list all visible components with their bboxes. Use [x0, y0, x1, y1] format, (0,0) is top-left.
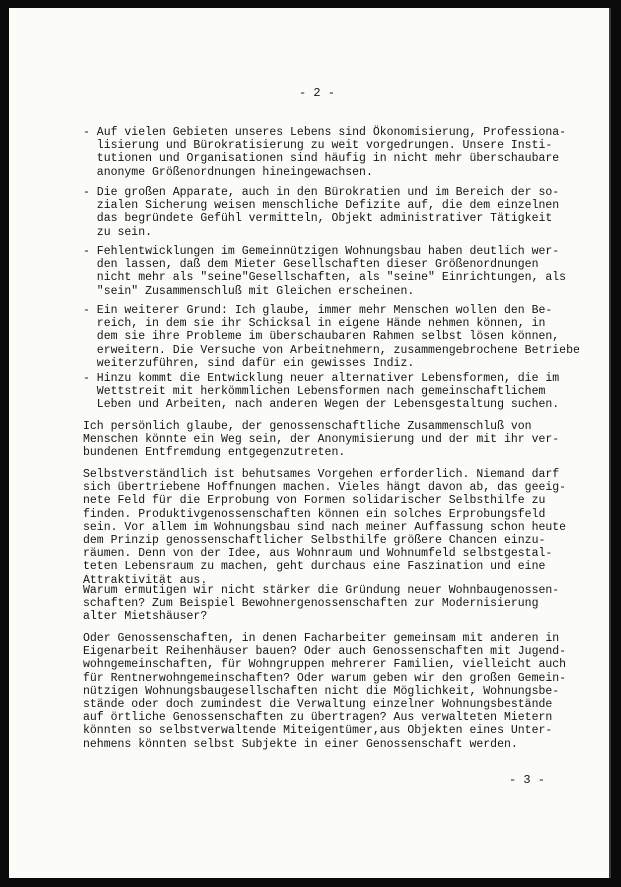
text-line: Oder Genossenschaften, in denen Facharbeiter gemeinsam mit anderen in — [83, 632, 560, 645]
text-line: teten Lebensraum zu machen, geht durchaus eine Faszination und eine — [83, 560, 546, 574]
text-line: nete Feld für die Erprobung von Formen solidarischer Selbsthilfe zu — [83, 494, 546, 508]
text-line: anonyme Größenordnungen hineingewachsen. — [83, 165, 373, 179]
text-line: sich übertriebene Hoffnungen machen. Vieles hängt davon ab, das geeig- — [83, 481, 567, 495]
paragraph — [83, 420, 559, 460]
text-line: auf örtliche Genossenschaften zu übertragen? Aus verwalteten Mietern — [83, 711, 553, 725]
text-line: Ich persönlich glaube, der genossenschaftliche Zusammenschluß von — [83, 420, 532, 433]
text-line: Attraktivität aus. — [83, 573, 208, 587]
text-line: räumen. Denn von der Idee, aus Wohnraum und Wohnumfeld selbstgestal- — [83, 547, 553, 561]
text-line: zu sein. — [83, 225, 153, 239]
text-line: weiterzuführen, sind dafür ein gewisses Indiz. — [83, 356, 415, 370]
text-line: - Fehlentwicklungen im Gemeinnützigen Wohnungsbau haben deutlich wer- — [83, 245, 560, 258]
text-line: Wettstreit mit herkömmlichen Lebensformen nach gemeinschaftlichem — [83, 385, 546, 399]
text-line: stände oder doch zumindest die Verwaltung einzelner Wohnungsbestände — [83, 697, 553, 711]
text-line: dem sie ihre Probleme im überschaubaren Rahmen selbst lösen können, — [83, 330, 560, 344]
text-line: erweitern. Die Versuche von Arbeitnehmern, zusammengebrochene Betriebe — [83, 343, 580, 357]
text-line: alter Mietshäuser? — [83, 610, 208, 624]
paragraph — [83, 186, 559, 239]
text-line: für Rentnerwohngemeinschaften? Oder warum geben wir den großen Gemein- — [83, 671, 567, 685]
page-number-bottom: - 3 - — [509, 773, 546, 787]
text-line: bundenen Entfremdung entgegenzutreten. — [83, 446, 346, 460]
paragraph — [83, 245, 566, 298]
text-line: nützigen Wohnungsbaugesellschaften nicht die Möglichkeit, Wohnungsbe- — [83, 684, 560, 698]
text-line: könnten so selbstverwaltende Miteigentümer,aus Objekten eines Unter- — [83, 724, 553, 738]
text-line: "sein" Zusammenschluß mit Gleichen erscheinen. — [83, 284, 415, 298]
text-line: wohngemeinschaften, für Wohngruppen mehrerer Familien, vielleicht auch — [83, 658, 567, 672]
text-line: nehmens könnten selbst Subjekte in einer Genossenschaft werden. — [83, 737, 518, 751]
paragraph — [83, 372, 559, 412]
text-line: nicht mehr als "seine"Gesellschaften, als "seine" Einrichtungen, als — [83, 271, 567, 285]
text-line: tutionen und Organisationen sind häufig in nicht mehr überschaubare — [83, 152, 560, 166]
paragraph — [83, 584, 559, 624]
paragraph — [83, 632, 566, 751]
text-line: zialen Sicherung weisen menschliche Defizite auf, die dem einzelnen — [83, 199, 560, 213]
page-number-top: - 2 - — [299, 86, 336, 100]
document-page — [9, 8, 611, 878]
text-line: Menschen könnte ein Weg sein, der Anonymisierung und der mit ihr ver- — [83, 433, 560, 447]
paragraph — [83, 304, 580, 370]
text-line: - Ein weiterer Grund: Ich glaube, immer mehr Menschen wollen den Be- — [83, 304, 553, 317]
text-line: Selbstverständlich ist behutsames Vorgehen erforderlich. Niemand darf — [83, 468, 560, 481]
text-line: dem Prinzip genossenschaftlicher Selbsthilfe größere Chancen einzu- — [83, 533, 546, 547]
text-line: schaften? Zum Beispiel Bewohnergenossenschaften zur Modernisierung — [83, 597, 539, 611]
text-line: - Auf vielen Gebieten unseres Lebens sind Ökonomisierung, Professiona- — [83, 126, 567, 139]
text-line: finden. Produktivgenossenschaften können ein solches Erprobungsfeld — [83, 507, 546, 521]
text-line: - Die großen Apparate, auch in den Bürokratien und im Bereich der so- — [83, 186, 560, 199]
text-line: reich, in dem sie ihr Schicksal in eigene Hände nehmen können, in — [83, 317, 546, 331]
paragraph — [83, 126, 566, 179]
text-line: - Hinzu kommt die Entwicklung neuer alternativer Lebensformen, die im — [83, 372, 560, 385]
text-line: das begründete Gefühl vermitteln, Objekt administrativer Tätigkeit — [83, 212, 553, 226]
text-line: sein. Vor allem im Wohnungsbau sind nach meiner Auffassung schon heute — [83, 520, 567, 534]
paragraph — [83, 468, 566, 587]
text-line: lisierung und Bürokratisierung zu weit vorgedrungen. Unsere Insti- — [83, 139, 553, 153]
text-line: Eigenarbeit Reihenhäuser bauen? Oder auch Genossenschaften mit Jugend- — [83, 645, 567, 659]
text-line: den lassen, daß dem Mieter Gesellschaften dieser Größenordnungen — [83, 258, 539, 272]
text-line: Warum ermutigen wir nicht stärker die Gründung neuer Wohnbaugenossen- — [83, 584, 560, 597]
text-line: Leben und Arbeiten, nach anderen Wegen der Lebensgestaltung suchen. — [83, 398, 560, 412]
